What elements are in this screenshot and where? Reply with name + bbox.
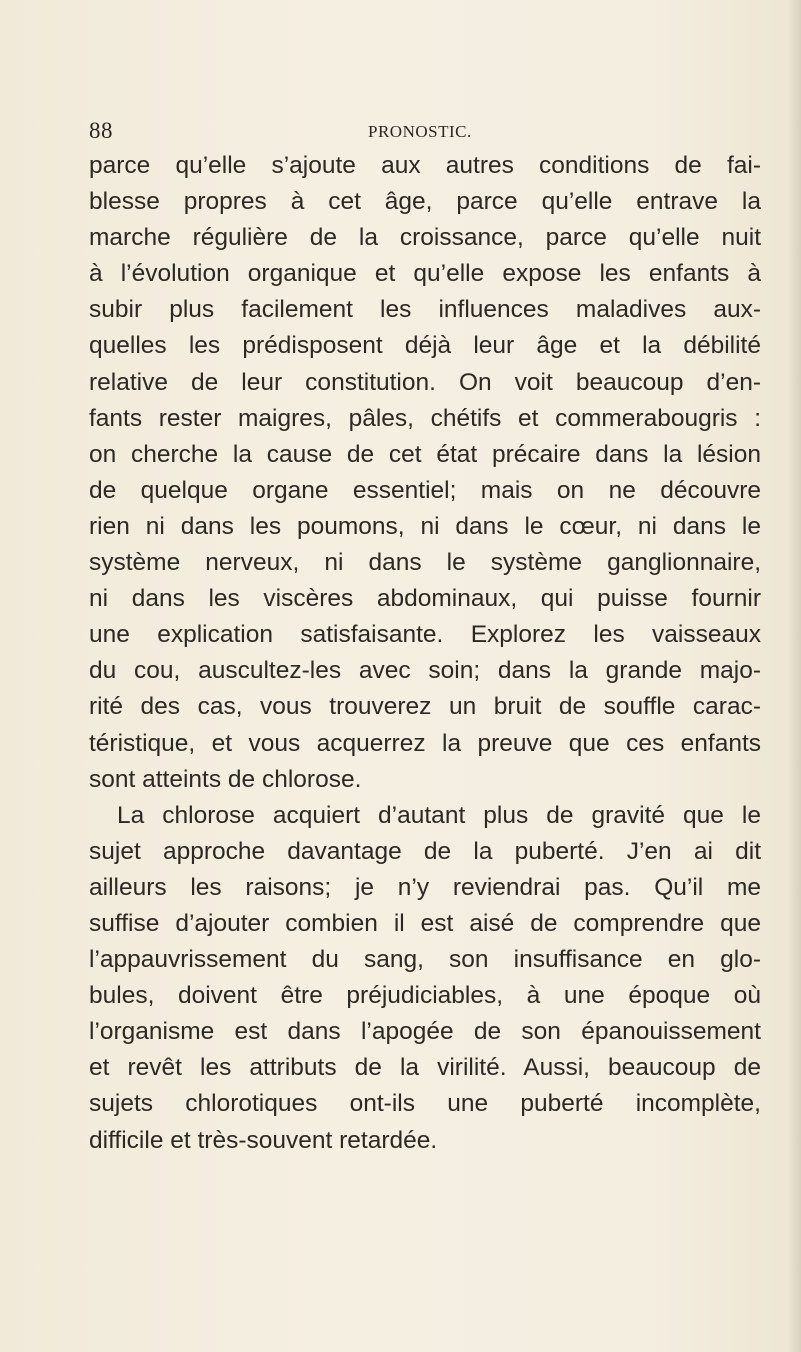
text-line: et revêt les attributs de la virilité. Aussi, beaucoup de — [89, 1054, 761, 1082]
text-line: ailleurs les raisons; je n’y reviendrai pas. Qu’il me — [89, 873, 761, 901]
text-line: de quelque organe essentiel; mais on ne découvre — [89, 476, 761, 504]
text-line: rité des cas, vous trouverez un bruit de souffle carac- — [89, 693, 761, 721]
text-line: subir plus facilement les influences maladives aux- — [89, 296, 761, 324]
text-line: du cou, auscultez-les avec soin; dans la grande majo- — [89, 657, 761, 685]
text-line: téristique, et vous acquerrez la preuve que ces enfants — [89, 729, 761, 757]
body-text — [89, 148, 761, 1159]
text-line: système nerveux, ni dans le système ganglionnaire, — [89, 549, 761, 577]
text-line: parce qu’elle s’ajoute aux autres conditions de fai- — [89, 152, 761, 179]
page-header — [0, 118, 801, 148]
running-title: PRONOSTIC. — [368, 122, 472, 141]
page-number: 88 — [89, 118, 113, 143]
paragraph-2 — [89, 798, 761, 1159]
text-line: blesse propres à cet âge, parce qu’elle entrave la — [89, 188, 761, 216]
text-line: à l’évolution organique et qu’elle expose les enfants à — [89, 260, 761, 288]
text-line: fants rester maigres, pâles, chétifs et commerabougris : — [89, 404, 761, 432]
text-line: on cherche la cause de cet état précaire dans la lésion — [89, 440, 761, 468]
paragraph-1 — [89, 148, 761, 798]
text-line: marche régulière de la croissance, parce qu’elle nuit — [89, 224, 761, 252]
text-line: suffise d’ajouter combien il est aisé de comprendre que — [89, 909, 761, 937]
text-line: sujet approche davantage de la puberté. J’en ai dit — [89, 837, 761, 865]
text-line: sujets chlorotiques ont-ils une puberté incomplète, — [89, 1090, 761, 1118]
text-line: bules, doivent être préjudiciables, à une époque où — [89, 982, 761, 1010]
text-line: rien ni dans les poumons, ni dans le cœur, ni dans le — [89, 512, 761, 540]
text-line: sont atteints de chlorose. — [89, 765, 362, 793]
text-line: relative de leur constitution. On voit beaucoup d’en- — [89, 368, 761, 396]
text-line: quelles les prédisposent déjà leur âge et la débilité — [89, 332, 761, 360]
text-line: ni dans les viscères abdominaux, qui puisse fournir — [89, 585, 761, 613]
text-line: une explication satisfaisante. Explorez les vaisseaux — [89, 621, 761, 649]
text-line: l’appauvrissement du sang, son insuffisance en glo- — [89, 946, 761, 974]
text-line: La chlorose acquiert d’autant plus de gravité que le — [117, 801, 761, 829]
text-line: l’organisme est dans l’apogée de son épanouissement — [89, 1018, 761, 1046]
text-line: difficile et très-souvent retardée. — [89, 1126, 438, 1154]
page-edge-shadow — [787, 0, 801, 1352]
